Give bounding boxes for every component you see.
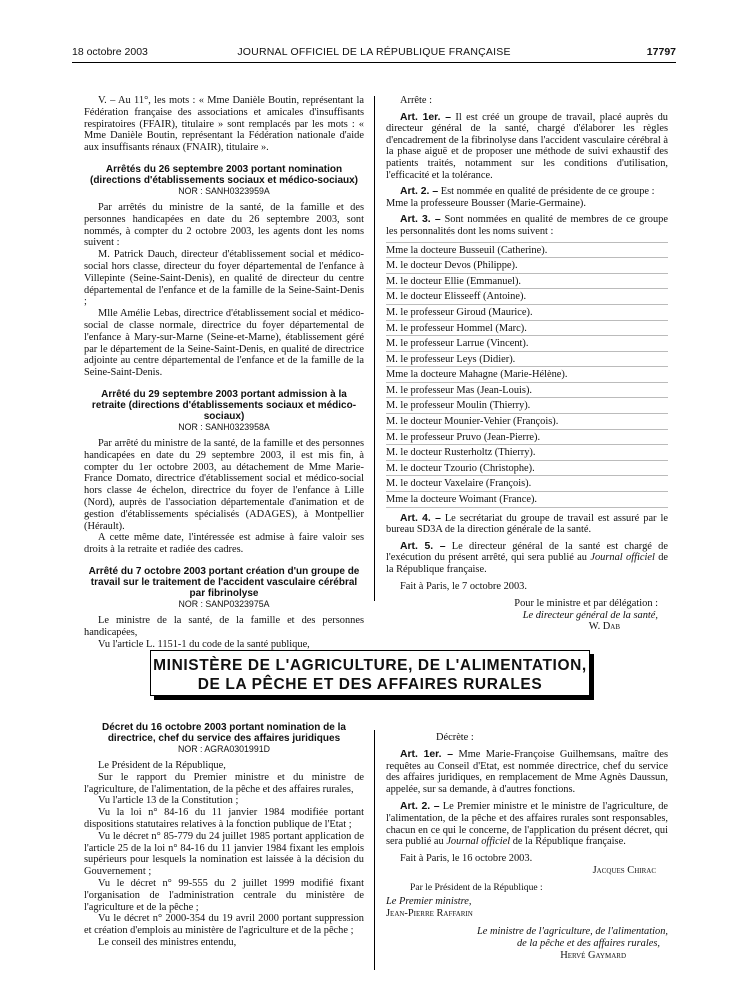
- member-item: M. le professeur Moulin (Thierry).: [386, 398, 668, 414]
- minister-signature-block: [386, 926, 668, 961]
- minister-title-2: de la pêche et des affaires rurales,: [516, 937, 660, 949]
- arrete-26-sept-p3: Mlle Amélie Lebas, directrice d'établissement social et médico-social de classe normale, directrice du foyer départemental de l'enfance à Mary-sur-Marne (Seine-et-Marne), établissement géré par le département de la Seine-Saint-Denis, en qualité de directrice adjointe au centre départemental de l'enfance et de la famille de la Seine-Saint-Denis.: [84, 308, 364, 379]
- members-list: [386, 242, 668, 508]
- fait-7-oct: Fait à Paris, le 7 octobre 2003.: [400, 580, 527, 592]
- header-journal-title: JOURNAL OFFICIEL DE LA RÉPUBLIQUE FRANÇAISE: [237, 46, 511, 58]
- left-column-bottom: [84, 722, 364, 949]
- arrete-29-sept-nor: NOR : SANH0323958A: [178, 421, 270, 432]
- decret-p2: Sur le rapport du Premier ministre et du ministre de l'agriculture, de l'alimentation, de la pêche et des affaires rurales,: [84, 771, 364, 795]
- decrete-label: Décrète :: [436, 732, 474, 743]
- art4-text: Le secrétariat du groupe de travail est assuré par le bureau SD3A de la direction générale de la santé.: [386, 512, 668, 536]
- pm-name: Jean-Pierre Raffarin: [386, 907, 473, 919]
- art5-text-a: Le directeur général de la santé est chargé de l'exécution du présent arrêté, qui sera publié au: [386, 540, 668, 564]
- decret-art2-text-a: Le Premier ministre et le ministre de l'agriculture, de l'alimentation, de la pêche et des affaires rurales sont responsables, chacun en ce qui le concerne, de l'application du présent décret, qui sera publié au: [386, 800, 668, 848]
- ministry-banner: [150, 650, 590, 696]
- arrete-29-sept-p2: A cette même date, l'intéressée est admise à faire valoir ses droits à la retraite et radiée des cadres.: [84, 532, 364, 556]
- art4-label: Art. 4. –: [400, 512, 441, 524]
- arrete-7-oct-nor: NOR : SANP0323975A: [178, 598, 270, 609]
- signature-title: Le directeur général de la santé,: [522, 609, 658, 621]
- member-item: Mme la docteure Busseuil (Catherine).: [386, 242, 668, 259]
- header-date: 18 octobre 2003: [72, 46, 148, 58]
- par-president-line: [410, 882, 690, 893]
- member-item: Mme la docteure Woimant (France).: [386, 492, 668, 508]
- member-item: M. le docteur Tzourio (Christophe).: [386, 461, 668, 477]
- arrete-26-sept-p2: M. Patrick Dauch, directeur d'établissement social et médico-social hors classe, directeur du foyer départemental de l'enfance à Villepinte (Seine-Saint-Denis), en qualité de directeur du centre départemental de l'enfance et de la famille de la Seine-Saint-Denis ;: [84, 249, 364, 308]
- intro-paragraph: V. – Au 11°, les mots : « Mme Danièle Boutin, représentant la Fédération française des associations et amicales d'insuffisants respiratoires (FFAIR), titulaire » sont remplacés par les mots : « Mme Danièle Boutin, représentant la Fédération nationale d'aide aux insuffisants rénaux (FNAIR), titulaire ».: [84, 95, 364, 154]
- fait-16-oct: Fait à Paris, le 16 octobre 2003.: [400, 853, 533, 865]
- arrete-label: Arrête :: [400, 95, 433, 106]
- pm-signature-block: [386, 896, 666, 920]
- president-line: Mme la professeure Bousser (Marie-Germaine).: [386, 197, 586, 209]
- member-item: M. le docteur Mounier-Vehier (François).: [386, 414, 668, 430]
- right-column-top: [386, 95, 668, 633]
- decret-p4: Vu la loi n° 84-16 du 11 janvier 1984 modifiée portant dispositions statutaires relatives à la fonction publique de l'Etat ;: [84, 807, 364, 830]
- decret-p5: Vu le décret n° 85-779 du 24 juillet 1985 portant application de l'article 25 de la loi n° 84-16 du 11 janvier 1984 fixant les emplois supérieurs pour lesquels la nomination est laissée à la décision du Gouvernement ;: [84, 830, 364, 878]
- decret-p1: Le Président de la République,: [98, 760, 226, 771]
- decret-art1-text: Mme Marie-Françoise Guilhemsans, maître des requêtes au Conseil d'Etat, est nommée directrice, chef du service des affaires juridiques, en remplacement de Mme Agnès Daussun, appelée, sur sa demande, à d'autres fonctions.: [386, 748, 668, 796]
- art1-text: Il est créé un groupe de travail, placé auprès du directeur général de la santé, chargé d'élaborer les règles d'encadrement de la fibrinolyse dans l'accident vasculaire cérébral à la phase aiguë et de proposer une méthode de suivi exhaustif des patients traités, notamment sur les conditions d'utilisation, l'efficacité et la tolérance.: [386, 111, 668, 181]
- column-divider-bottom: [374, 730, 375, 970]
- decret-p8: Le conseil des ministres entendu,: [98, 936, 237, 948]
- art2-label: Art. 2. –: [400, 186, 439, 198]
- par-president-text: Par le Président de la République :: [410, 882, 543, 893]
- member-item: M. le docteur Elisseeff (Antoine).: [386, 289, 668, 305]
- member-item: M. le docteur Ellie (Emmanuel).: [386, 274, 668, 290]
- header-page-number: 17797: [646, 46, 676, 58]
- art3-text: Sont nommées en qualité de membres de ce groupe les personnalités dont les noms suivent :: [386, 214, 668, 237]
- arrete-29-sept-title: Arrêté du 29 septembre 2003 portant admission à la retraite (directions d'établissements sociaux et médico-sociaux): [91, 388, 357, 422]
- column-divider-top: [374, 96, 375, 601]
- arrete-26-sept-p1: Par arrêtés du ministre de la santé, de la famille et des personnes handicapées en date du 26 septembre 2003, sont nommés, à compter du 2 octobre 2003, les agents dont les noms suivent :: [84, 201, 364, 249]
- sign-president: Jacques Chirac: [592, 864, 656, 876]
- member-item: M. le professeur Leys (Didier).: [386, 352, 668, 368]
- member-item: M. le professeur Pruvo (Jean-Pierre).: [386, 430, 668, 446]
- decret-p7: Vu le décret n° 2000-354 du 19 avril 2000 portant suppression et création d'emplois au ministère de l'agriculture et de la pêche ;: [84, 913, 364, 937]
- art5-journal: Journal officiel: [590, 552, 655, 564]
- right-column-bottom: [386, 732, 668, 877]
- pm-title: Le Premier ministre,: [386, 896, 472, 907]
- signature-delegation: Pour le ministre et par délégation :: [514, 598, 658, 610]
- signature-name: W. Dab: [588, 621, 620, 633]
- member-item: M. le professeur Larrue (Vincent).: [386, 336, 668, 352]
- arrete-26-sept-nor: NOR : SANH0323959A: [178, 185, 270, 196]
- art3-label: Art. 3. –: [400, 214, 441, 226]
- arrete-7-oct-p1: Le ministre de la santé, de la famille et des personnes handicapées,: [84, 614, 364, 638]
- decret-nor: NOR : AGRA0301991D: [178, 744, 270, 754]
- arrete-26-sept-title: Arrêtés du 26 septembre 2003 portant nomination (directions d'établissements sociaux et médico-sociaux): [89, 163, 359, 186]
- member-item: M. le docteur Devos (Philippe).: [386, 258, 668, 274]
- member-item: M. le professeur Mas (Jean-Louis).: [386, 383, 668, 399]
- art5-label: Art. 5. –: [400, 540, 446, 552]
- decret-art2-journal: Journal officiel: [446, 836, 511, 848]
- page-header: [72, 46, 676, 62]
- member-item: M. le docteur Vaxelaire (François).: [386, 476, 668, 492]
- art2-text: Est nommée en qualité de présidente de ce groupe :: [440, 186, 655, 198]
- decret-art1-label: Art. 1er. –: [400, 748, 454, 760]
- decret-title: Décret du 16 octobre 2003 portant nomination de la directrice, chef du service des affaires juridiques: [102, 722, 346, 744]
- left-column-top: [84, 95, 364, 650]
- decret-p6: Vu le décret n° 99-555 du 2 juillet 1999 modifié fixant l'organisation de l'administration centrale du ministère de l'agriculture et de la pêche ;: [84, 877, 364, 913]
- decret-art2-label: Art. 2. –: [400, 800, 440, 812]
- ministry-line-1: MINISTÈRE DE L'AGRICULTURE, DE L'ALIMENTATION,: [153, 657, 587, 674]
- decret-art2-text-b: de la République française.: [510, 836, 626, 848]
- arrete-7-oct-title: Arrêté du 7 octobre 2003 portant création d'un groupe de travail sur le traitement de l'accident vasculaire cérébral par fibrinolyse: [88, 565, 360, 599]
- arrete-29-sept-p1: Par arrêté du ministre de la santé, de la famille et des personnes handicapées en date du 29 septembre 2003, il est mis fin, à compter du 1er octobre 2003, au détachement de Mme Marie-France Domato, directrice d'établissement social et médico-social hors classe 4e échelon, directrice du foyer de l'enfance à Lille (Nord), auprès de l'association départementale d'animation et de gestion d'établissements spécialisés (ADAGES), à Montpellier (Hérault).: [84, 437, 364, 532]
- art5-text-b: de la République française.: [386, 552, 669, 575]
- header-rule: [72, 62, 676, 63]
- minister-name: Hervé Gaymard: [560, 949, 626, 961]
- decret-p3: Vu l'article 13 de la Constitution ;: [98, 795, 239, 807]
- minister-title-1: Le ministre de l'agriculture, de l'alimentation,: [477, 926, 668, 937]
- member-item: M. le docteur Rusterholtz (Thierry).: [386, 445, 668, 461]
- art1-label: Art. 1er. –: [400, 111, 451, 123]
- arrete-7-oct-p2: Vu l'article L. 1151-1 du code de la santé publique,: [98, 638, 310, 650]
- member-item: M. le professeur Giroud (Maurice).: [386, 305, 668, 321]
- ministry-line-2: DE LA PÊCHE ET DES AFFAIRES RURALES: [197, 676, 543, 693]
- member-item: M. le professeur Hommel (Marc).: [386, 321, 668, 337]
- member-item: Mme la docteure Mahagne (Marie-Hélène).: [386, 367, 668, 383]
